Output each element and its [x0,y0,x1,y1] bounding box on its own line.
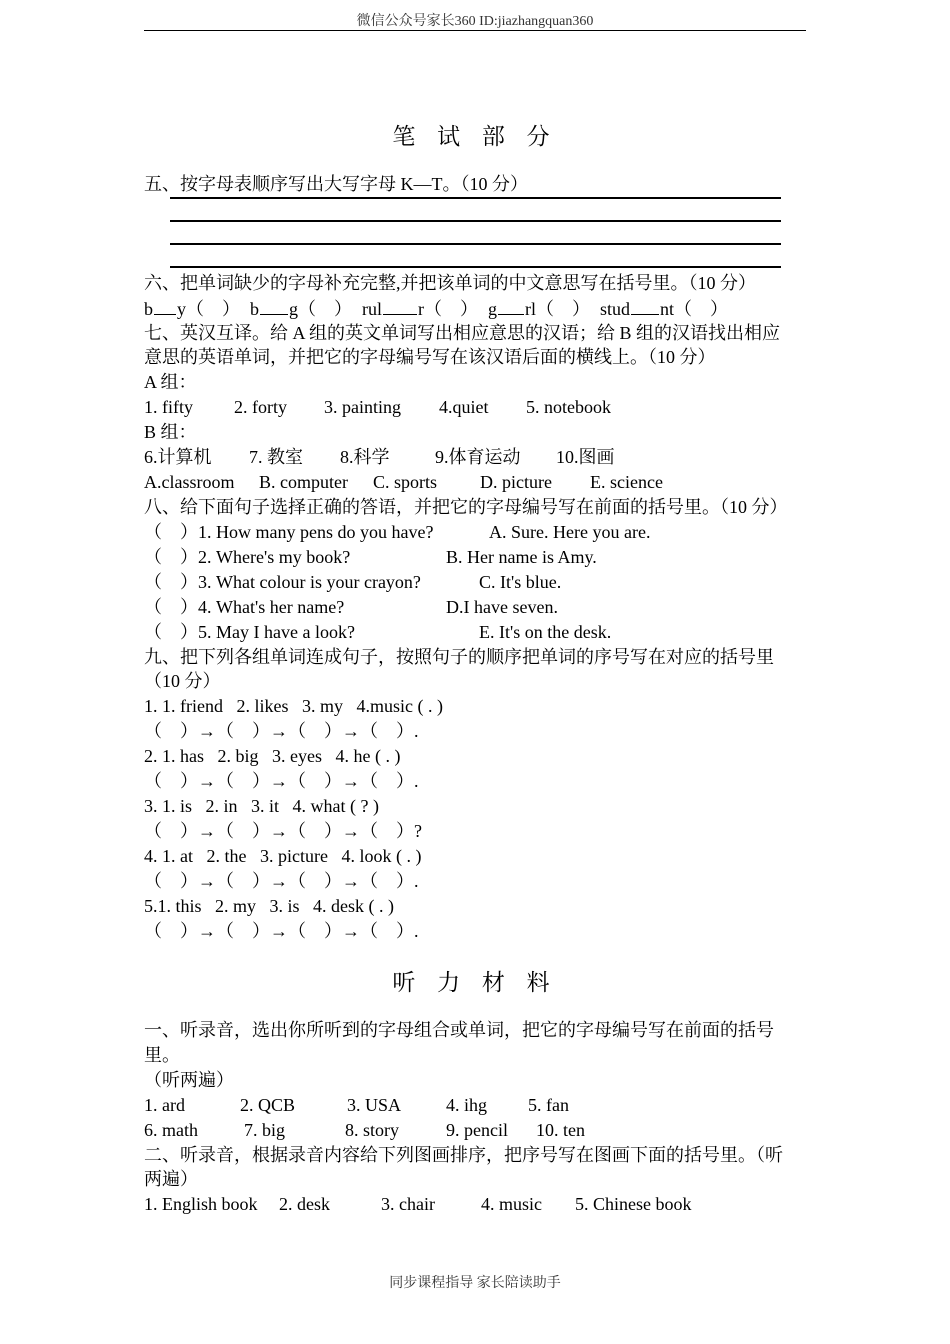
s7-title-line-1: 七、英汉互译。给 A 组的英文单词写出相应意思的汉语；给 B 组的汉语找出相应 [144,323,781,343]
s6-word-1: b y（ ） [144,299,240,319]
blank[interactable] [154,296,176,315]
s7-a-item: 5. notebook [526,397,611,417]
s7-a-label: A 组： [144,372,197,392]
blank[interactable] [498,296,524,315]
s8-answer: D.I have seven. [446,597,558,617]
s6-word-3: rul r（ ） [362,299,478,319]
s7-title-line-2: 意思的英语单词，并把它的字母编号写在该汉语后面的横线上。（10 分） [144,347,716,367]
s9-group-words: 4. 1. at 2. the 3. picture 4. look ( . ) [144,846,422,866]
s8-row [144,520,651,544]
s9-title-line-1: 九、把下列各组单词连成句子，按照句子的顺序把单词的序号写在对应的括号里 [144,647,774,667]
l1-item: 1. ard [144,1095,185,1115]
l1-note: （听两遍） [144,1070,234,1090]
l1-item: 10. ten [536,1120,585,1140]
s8-question: （ ）4. What's her name? [144,597,345,617]
s8-title: 八、给下面句子选择正确的答语，并把它的字母编号写在前面的括号里。（10 分） [144,497,788,517]
l2-title-line-1: 二、听录音，根据录音内容给下列图画排序，把序号写在图画下面的括号里。（听 [144,1145,783,1165]
s8-answer: A. Sure. Here you are. [489,522,651,542]
s7-b-item: 6.计算机 [144,447,212,467]
s9-group-words: 5.1. this 2. my 3. is 4. desk ( . ) [144,896,394,916]
s7-option: C. sports [373,472,438,492]
s9-group-words: 1. 1. friend 2. likes 3. my 4.music ( . ) [144,696,443,716]
l1-item: 6. math [144,1120,198,1140]
l1-item: 3. USA [347,1095,402,1115]
l2-title-line-2: 两遍） [144,1169,198,1189]
l1-item: 7. big [244,1120,286,1140]
blank[interactable] [383,296,417,315]
s6-word-4: g rl（ ） [488,299,590,319]
l2-item: 4. music [481,1194,542,1214]
writing-line-3 [170,243,781,245]
l1-item: 2. QCB [240,1095,296,1115]
s6-title: 六、把单词缺少的字母补充完整,并把该单词的中文意思写在括号里。（10 分） [144,273,756,293]
s8-question: （ ）3. What colour is your crayon? [144,572,421,592]
l2-item: 2. desk [279,1194,330,1214]
l1-item: 5. fan [528,1095,569,1115]
s7-option: A.classroom [144,472,235,492]
s7-a-item: 1. fifty [144,397,193,417]
l1-item: 8. story [345,1120,399,1140]
s6-words-row [144,296,728,321]
s7-b-item: 10.图画 [556,447,615,467]
s8-row [144,545,597,569]
s9-group-words: 3. 1. is 2. in 3. it 4. what ( ? ) [144,796,379,816]
l2-item: 3. chair [381,1194,435,1214]
s7-a-item: 2. forty [234,397,287,417]
s9-title-line-2: （10 分） [144,671,221,691]
s8-question: （ ）2. Where's my book? [144,547,351,567]
l1-item: 4. ihg [446,1095,488,1115]
s8-question: （ ）1. How many pens do you have? [144,522,434,542]
l1-title-line-1: 一、听录音，选出你所听到的字母组合或单词，把它的字母编号写在前面的括号 [144,1020,774,1040]
s5-title: 五、按字母表顺序写出大写字母 K—T。（10 分） [144,174,528,194]
s9-group-answer[interactable]: （ ）→（ ）→（ ）→（ ）. [144,921,419,941]
s8-answer: E. It's on the desk. [479,622,612,642]
s7-b-item: 9.体育运动 [435,447,521,467]
s7-option: E. science [590,472,663,492]
s9-group-answer[interactable]: （ ）→（ ）→（ ）→（ ）? [144,821,422,841]
s7-option: D. picture [480,472,552,492]
s8-question: （ ）5. May I have a look? [144,622,355,642]
l2-item: 5. Chinese book [575,1194,692,1214]
s7-a-item: 4.quiet [439,397,489,417]
s8-answer: C. It's blue. [479,572,562,592]
blank[interactable] [260,296,288,315]
s9-group-words: 2. 1. has 2. big 3. eyes 4. he ( . ) [144,746,401,766]
s9-group-answer[interactable]: （ ）→（ ）→（ ）→（ ）. [144,721,419,741]
s7-b-label: B 组： [144,422,197,442]
s7-b-item: 8.科学 [340,447,390,467]
s7-a-item: 3. painting [324,397,401,417]
writing-line-1 [170,197,781,199]
writing-line-4 [170,266,781,268]
s7-b-item: 7. 教室 [249,447,303,467]
s7-option: B. computer [259,472,348,492]
s6-word-5: stud nt（ ） [600,299,728,319]
l2-item: 1. English book [144,1194,258,1214]
s8-row [144,620,612,644]
s8-row [144,570,562,594]
blank[interactable] [631,296,659,315]
s9-group-answer[interactable]: （ ）→（ ）→（ ）→（ ）. [144,771,419,791]
page-header: 微信公众号家长360 ID:jiazhangquan360 [356,14,594,29]
header-rule [144,30,806,31]
s9-group-answer[interactable]: （ ）→（ ）→（ ）→（ ）. [144,871,419,891]
s8-answer: B. Her name is Amy. [446,547,597,567]
s8-row [144,595,558,619]
written-section-title: 笔 试 部 分 [392,124,558,149]
writing-line-2 [170,220,781,222]
s6-word-2: b g（ ） [250,299,352,319]
l1-item: 9. pencil [446,1120,508,1140]
l1-title-line-2: 里。 [144,1045,180,1065]
page-footer: 同步课程指导 家长陪读助手 [389,1276,561,1291]
listening-section-title: 听 力 材 料 [392,970,558,995]
